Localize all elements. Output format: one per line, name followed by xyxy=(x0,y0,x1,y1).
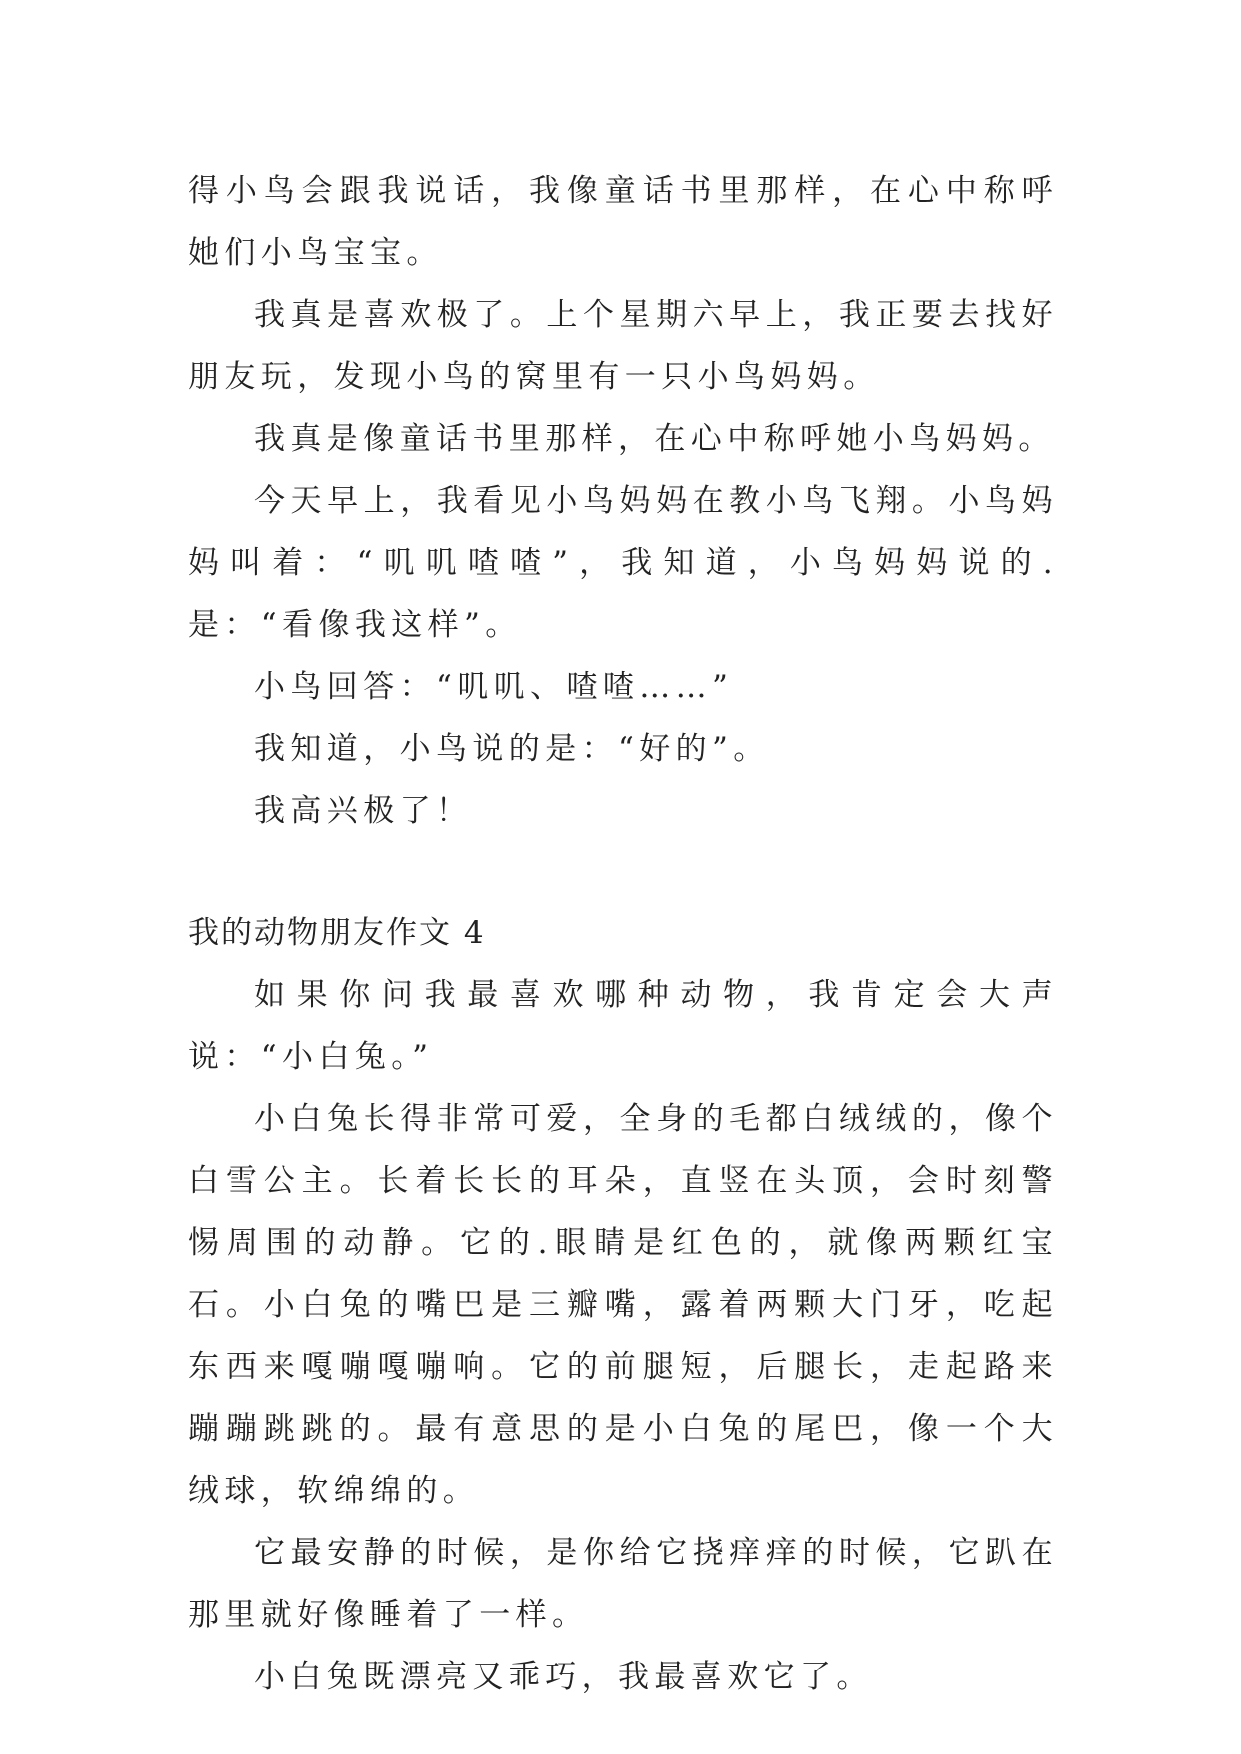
paragraph: 我知道，小鸟说的是：“好的”。 xyxy=(254,731,770,767)
section-spacer xyxy=(188,842,1058,902)
paragraph-continuation: 得小鸟会跟我说话，我像童话书里那样，在心中称呼她们小鸟宝宝。 xyxy=(188,173,1058,271)
document-body xyxy=(188,160,1058,1708)
paragraph: 小白兔长得非常可爱，全身的毛都白绒绒的，像个白雪公主。长着长长的耳朵，直竖在头顶，会时刻警惕周围的动静。它的.眼睛是红色的，就像两颗红宝石。小白兔的嘴巴是三瓣嘴，露着两颗大门牙，吃起东西来嘎嘣嘎嘣响。它的前腿短，后腿长，走起路来蹦蹦跳跳的。最有意思的是小白兔的尾巴，像一个大绒球，软绵绵的。 xyxy=(188,1101,1058,1509)
section-title: 我的动物朋友作文 4 xyxy=(188,915,486,951)
paragraph: 我真是喜欢极了。上个星期六早上，我正要去找好朋友玩，发现小鸟的窝里有一只小鸟妈妈。 xyxy=(188,297,1058,395)
paragraph: 小白兔既漂亮又乖巧，我最喜欢它了。 xyxy=(254,1659,873,1695)
paragraph: 如果你问我最喜欢哪种动物，我肯定会大声说：“小白兔。” xyxy=(188,977,1058,1075)
paragraph: 它最安静的时候，是你给它挠痒痒的时候，它趴在那里就好像睡着了一样。 xyxy=(188,1535,1058,1633)
paragraph: 小鸟回答：“叽叽、喳喳……” xyxy=(254,669,734,705)
paragraph: 今天早上，我看见小鸟妈妈在教小鸟飞翔。小鸟妈妈叫着：“叽叽喳喳”，我知道，小鸟妈妈说的.是：“看像我这样”。 xyxy=(188,483,1058,643)
paragraph: 我真是像童话书里那样，在心中称呼她小鸟妈妈。 xyxy=(254,421,1055,457)
paragraph: 我高兴极了！ xyxy=(254,793,473,829)
